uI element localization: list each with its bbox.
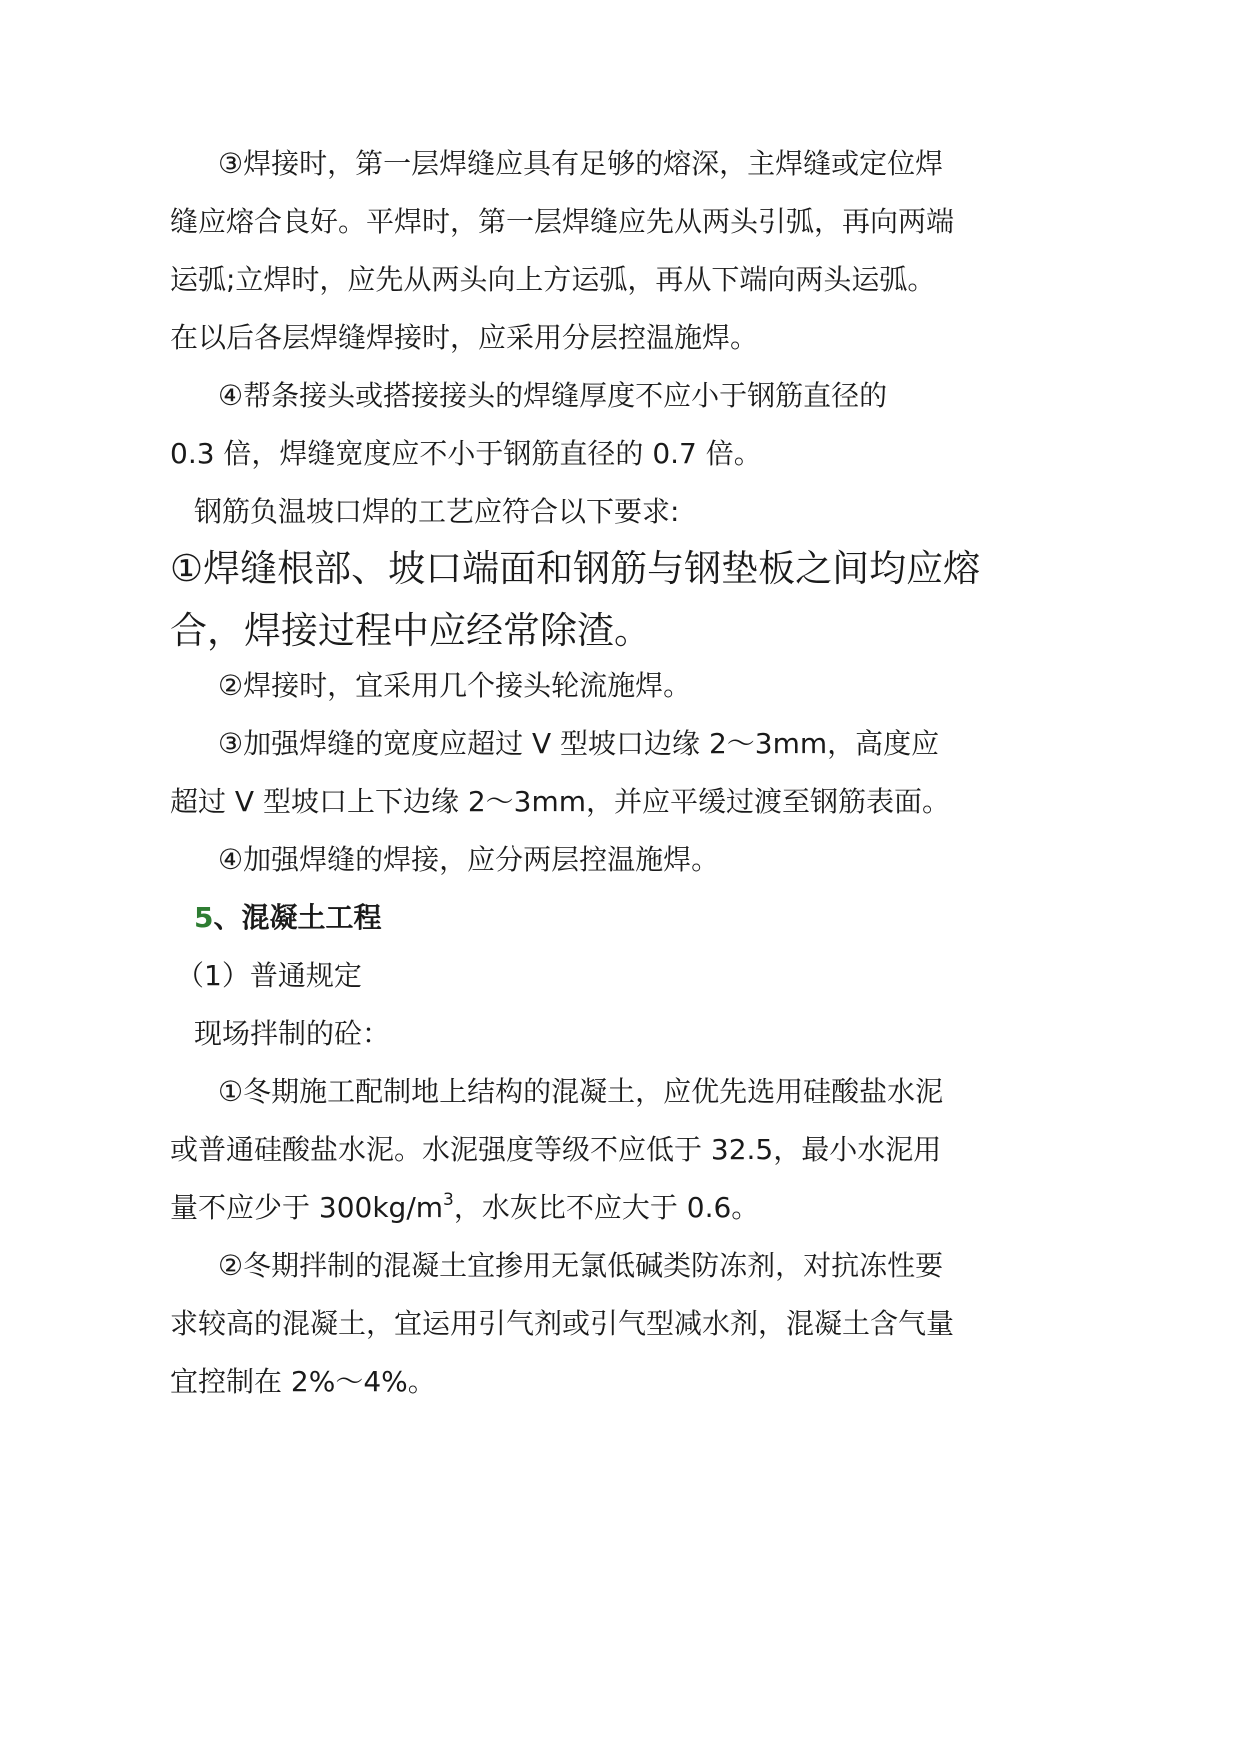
welding-rule-3-line-3: 运弧;立焊时，应先从两头向上方运弧，再从下端向两头运弧。 — [170, 263, 936, 296]
concrete-item-1-line-3-tail: ，水灰比不应大于 0.6。 — [453, 1191, 760, 1224]
cubic-superscript: 3 — [443, 1190, 454, 1210]
groove-welding-item-2: ②焊接时，宜采用几个接头轮流施焊。 — [218, 669, 692, 702]
groove-welding-item-3-line-1: ③加强焊缝的宽度应超过 V 型坡口边缘 2～3mm，高度应 — [218, 727, 940, 760]
section-heading-number: 5 — [194, 901, 214, 934]
concrete-item-2-line-3: 宜控制在 2%～4%。 — [170, 1365, 436, 1398]
concrete-item-2-line-1: ②冬期拌制的混凝土宜掺用无氯低碱类防冻剂，对抗冻性要 — [218, 1249, 944, 1282]
concrete-item-1-line-2: 或普通硅酸盐水泥。水泥强度等级不应低于 32.5，最小水泥用 — [170, 1133, 942, 1166]
groove-welding-item-4: ④加强焊缝的焊接，应分两层控温施焊。 — [218, 843, 720, 876]
concrete-item-1-line-3 — [170, 1188, 759, 1228]
concrete-item-2-line-2: 求较高的混凝土，宜运用引气剂或引气型减水剂，混凝土含气量 — [170, 1307, 955, 1340]
groove-welding-item-1-line-1: ①焊缝根部、坡口端面和钢筋与钢垫板之间均应熔 — [170, 547, 981, 590]
concrete-item-1-line-3-text: 量不应少于 300kg/m — [170, 1191, 444, 1224]
welding-rule-3-line-1: ③焊接时，第一层焊缝应具有足够的熔深，主焊缝或定位焊 — [218, 147, 944, 180]
welding-rule-4-line-2: 0.3 倍，焊缝宽度应不小于钢筋直径的 0.7 倍。 — [170, 437, 762, 470]
concrete-item-1-line-1: ①冬期施工配制地上结构的混凝土，应优先选用硅酸盐水泥 — [218, 1075, 944, 1108]
section-heading-concrete — [194, 898, 382, 938]
welding-rule-4-line-1: ④帮条接头或搭接接头的焊缝厚度不应小于钢筋直径的 — [218, 379, 888, 412]
site-mixing-label: 现场拌制的砼： — [194, 1017, 391, 1050]
section-heading-text: 、混凝土工程 — [213, 901, 382, 934]
groove-welding-intro: 钢筋负温坡口焊的工艺应符合以下要求: — [194, 495, 680, 528]
welding-rule-3-line-2: 缝应熔合良好。平焊时，第一层焊缝应先从两头引弧，再向两端 — [170, 205, 955, 238]
subheading-general-rules: （1）普通规定 — [176, 959, 362, 992]
groove-welding-item-3-line-2: 超过 V 型坡口上下边缘 2～3mm，并应平缓过渡至钢筋表面。 — [170, 785, 951, 818]
groove-welding-item-1-line-2: 合，焊接过程中应经常除渣。 — [170, 609, 651, 652]
welding-rule-3-line-4: 在以后各层焊缝焊接时，应采用分层控温施焊。 — [170, 321, 759, 354]
